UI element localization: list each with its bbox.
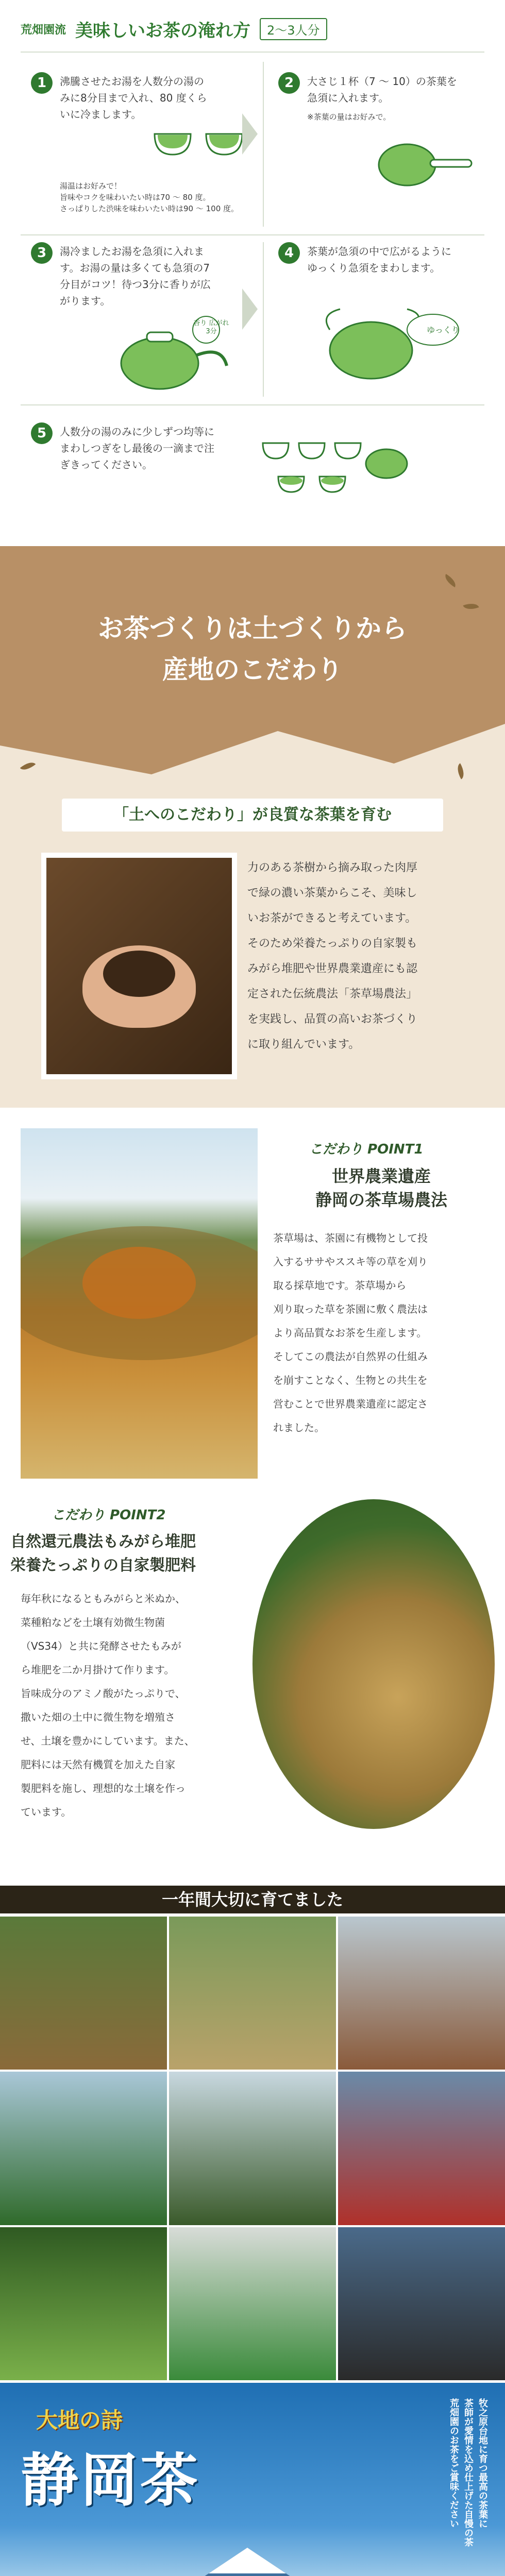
point2-description: 毎年秋になるともみがらと米ぬか、 菜種粕などを土壌有効微生物菌 （VS34）と共に発酵させたもみが ら堆肥を二か月掛けて作ります。 旨味成分のアミノ酸がたっぷりで、 撒いた畑の土中に微生物を増殖さ せ、土壌を豊かにしています。また、 肥料には天然有機質を加えた自家 製肥料を施し、理想的な土壌を作っ ています。 [21,1592,195,1818]
step-text: 沸騰させたお湯を人数分の湯の みに8分目まで入れ、80 度くら いに冷まします。 [60,75,207,121]
step-text: 湯冷ましたお湯を急須に入れま す。お湯の量は多くても急須の7 分目がコツ！待つ3分に香りが広 がります。 [60,245,211,307]
step-note: 湯温はお好みで！ 旨味やコクを味わいたい時は70 〜 80 度。 さっぱりした渋味を味わいたい時は90 〜 100 度。 [60,181,239,213]
photo-covering-tea [169,2072,336,2225]
soil-section [0,546,505,1108]
brand-logo: 大地の詩 [36,2408,123,2433]
point2-label: こだわり POINT2 [52,1507,166,1523]
step-number: 5 [31,422,53,444]
step-number: 4 [278,242,300,264]
step-1 [31,72,247,227]
step-5 [31,422,484,526]
step-3 [31,242,247,397]
soil-banner: 「土へのこだわり」が良質な茶葉を育む [62,799,443,832]
soil-description: 力のある茶樹から摘み取った肉厚 で緑の濃い茶葉からこそ、美味し いお茶ができると考えています。 そのため栄養たっぷりの自家製も みがら堆肥や世界農業遺産にも認 定された伝統農法「茶草場農法」 を実践し、品質の高いお茶づくり に取り組んでいます。 [247,861,418,1051]
point1-title: 世界農業遺産 静岡の茶草場農法 [315,1166,447,1210]
step-text: 人数分の湯のみに少しずつ均等に まわしつぎをし最後の一滴まで注 ぎきってください。 [60,426,214,471]
tea-spoon-icon [371,129,474,196]
swirl-teapot-icon [309,299,464,386]
step-number: 2 [278,72,300,94]
photo-farmer [169,2227,336,2380]
wait-label: 香り 広がれ 3分 [193,319,229,335]
compost-photo [252,1499,495,1829]
divider [21,52,484,53]
point1-section [0,1113,505,1484]
divider [263,62,264,227]
arrow-right-icon [242,113,258,155]
point1-label: こだわり POINT1 [309,1142,424,1157]
brewing-header [21,16,327,42]
soil-in-hands-photo [41,853,237,1079]
brewing-category: 荒畑園流 [21,24,66,37]
point2-section [0,1489,505,1886]
servings-badge: 2〜3人分 [260,18,327,40]
year-banner: 一年間大切に育てました [0,1886,505,1913]
step-number: 3 [31,242,53,264]
point2-title: 自然還元農法もみがら堆肥 栄養たっぷりの自家製肥料 [10,1533,196,1574]
step-4 [278,242,484,397]
photo-tea-leaves [0,2227,167,2380]
divider [21,234,484,235]
swirl-label: ゆっくり [427,325,460,335]
step-2 [278,72,484,227]
photo-tea-rows [0,2072,167,2225]
shizuoka-title: 静岡茶 [21,2447,200,2514]
divider [21,404,484,405]
photo-harvester [338,2072,505,2225]
tea-grass-field-photo [21,1128,258,1479]
step-note: ※茶葉の量はお好みで。 [307,112,391,122]
shizuoka-vertical-copy: 牧之原台地に育つ最高の茶葉に 茶師が愛情を込め仕上げた自慢の茶 荒畑園のお茶をご賞味ください [448,2398,488,2547]
photo-processing [338,2227,505,2380]
brewing-section [0,0,505,541]
divider [263,242,264,397]
brewing-title: 美味しいお茶の淹れ方 [75,21,251,41]
shizuoka-section [0,2383,505,2576]
farm-photo-grid [0,1917,505,2380]
pouring-teacups-icon [258,428,412,505]
photo-truck [338,1917,505,2070]
step-text: 大さじ１杯（7 〜 10）の茶葉を 急須に入れます。 [307,75,457,104]
arrow-right-icon [242,289,258,330]
soil-title: お茶づくりは土づくりから 産地のこだわり [98,614,407,685]
step-number: 1 [31,72,53,94]
step-text: 茶葉が急須の中で広がるように ゆっくり急須をまわします。 [307,245,451,274]
photo-harvesting-grass [169,1917,336,2070]
point1-description: 茶草場は、茶園に有機物として投 入するササやススキ等の草を刈り 取る採草地です。茶草場から 刈り取った草を茶園に敷く農法は より高品質なお茶を生産します。 そしてこの農法が自然界の仕組み を崩すことなく、生物との共生を 営むことで世界農業遺産に認定さ れました。 [273,1232,428,1434]
teacups-icon [149,113,252,180]
photo-planting [0,1917,167,2070]
